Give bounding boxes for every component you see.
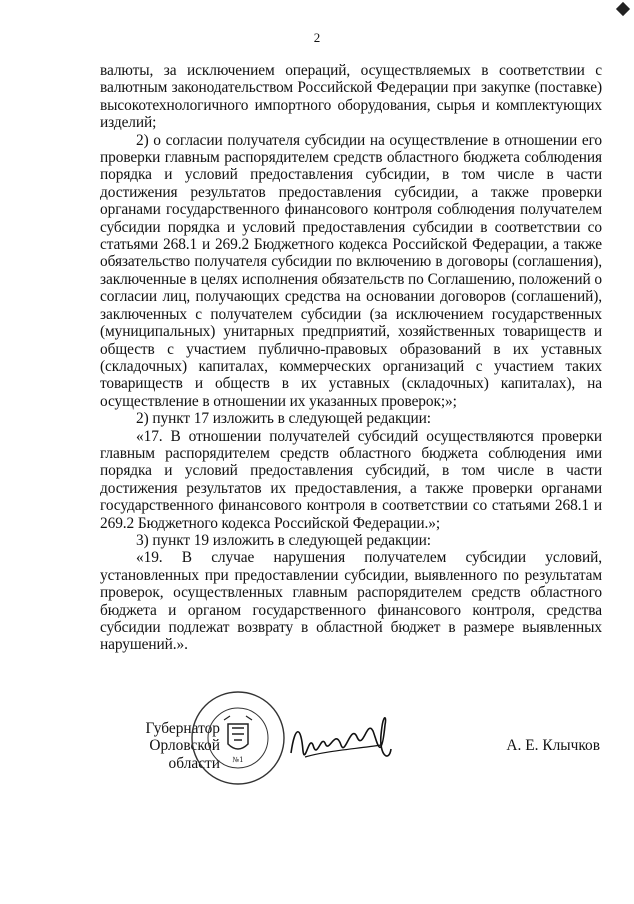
governor-title-line2: Орловской области [149,737,220,772]
paragraph-point-19-text: «19. В случае нарушения получателем субсидии условий, установленных при предоставлении субсидии, выявленного по результатам проверок, осуществленных главным распорядителем средств областного бюджета и органом государственного финансового контроля, средства субсидии подлежат возврату в областной бюджет в размере выявленных нарушений.». [100,549,602,654]
governor-name: А. Е. Клычков [506,737,600,754]
paragraph-point-17-text: «17. В отношении получателей субсидий осуществляются проверки главным распорядителем средств областного бюджета соблюдения ими порядка и условий предоставления субсидий, в том числе в части достижения результатов их предоставления, а также проверки органами государственного финансового контроля в соответствии со статьями 268.1 и 269.2 Бюджетного кодекса Российской Федерации.»; [100,427,602,532]
paragraph-item-3-point-19: 3) пункт 19 изложить в следующей редакции: [136,531,431,549]
seal-number: №1 [232,756,244,764]
signature-block [0,690,634,800]
handwritten-signature-icon [285,705,395,775]
governor-title-line1: Губернатор [145,720,220,737]
corner-mark [616,2,630,16]
official-seal-icon [190,690,286,786]
paragraph-item-2-point-17: 2) пункт 17 изложить в следующей редакции: [136,410,431,428]
document-body [100,62,602,654]
paragraph-item-2-consent: 2) о согласии получателя субсидии на осуществление в отношении его проверки главным распорядителем средств областного бюджета соблюдения порядка и условий предоставления субсидии, в том числе в части достижения результатов предоставления субсидии, а также проверки органами государственного финансового контроля соблюдения получателем субсидии порядка и условий предоставления субсидии в соответствии со статьями 268.1 и 269.2 Бюджетного кодекса Российской Федерации, а также обязательство получателя субсидии по включению в договоры (соглашения), заключенные в целях исполнения обязательств по Соглашению, положений о согласии лиц, получающих средства на основании договоров (соглашений), заключенных с получателем субсидии (за исключением государственных (муниципальных) унитарных предприятий, хозяйственных товариществ и обществ с участием публично-правовых образований в их уставных (складочных) капиталах, коммерческих организаций с участием таких товариществ и обществ в их уставных (складочных) капиталах), на осуществление в отношении их указанных проверок;»; [100,131,602,410]
page-number: 2 [313,30,321,45]
paragraph-continuation: валюты, за исключением операций, осуществляемых в соответствии с валютным законодательством Российской Федерации при закупке (поставке) высокотехнологичного импортного оборудования, сырья и комплектующих изделий; [100,62,602,132]
